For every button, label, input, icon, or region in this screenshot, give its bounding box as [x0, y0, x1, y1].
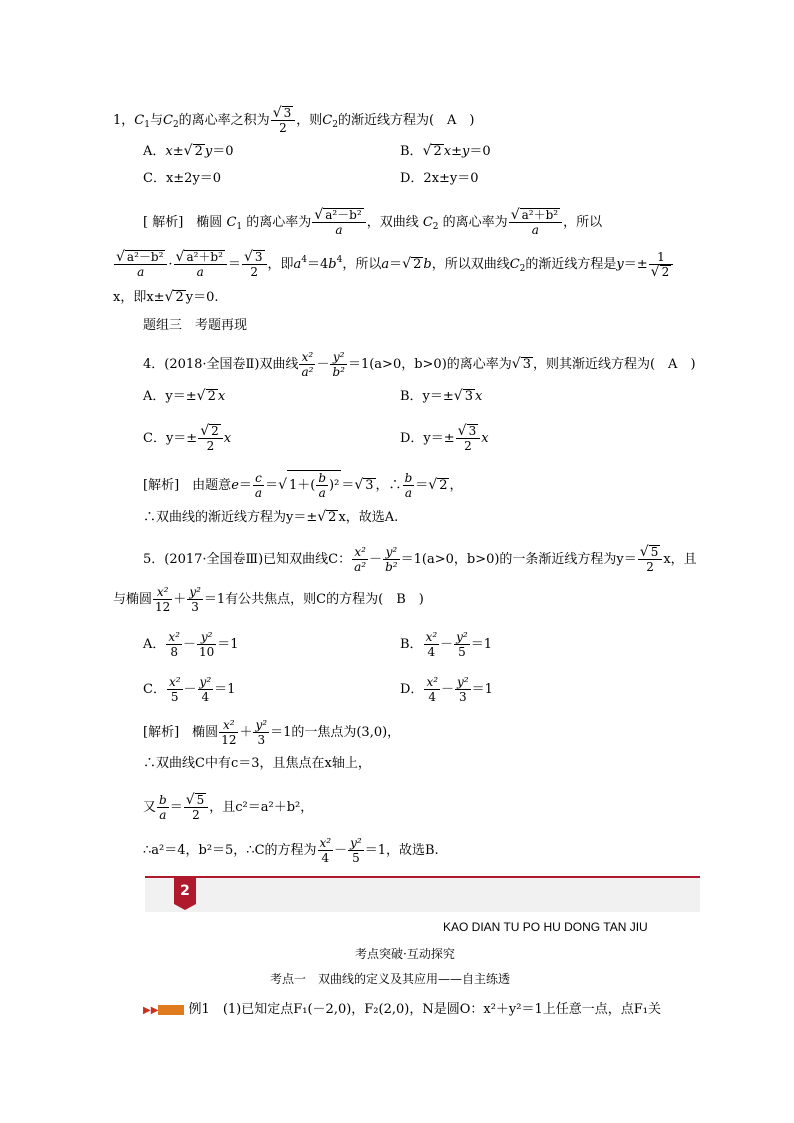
q4-option-d: D．y＝± $\frac{√ 3}{2}$ x	[400, 423, 489, 453]
q5-solution-line4: ∴a²＝4，b²＝5，∴C的方程为 $\frac{\text{x²}}{4}$ － $\frac{\text{y²}}{5}$ ＝1，故选B.	[143, 836, 439, 865]
section-number-badge	[174, 876, 196, 910]
q5-stem-line1: 5．(2017·全国卷Ⅲ)已知双曲线C： $\frac{\text{x²}}{\text{a²}}$ － $\frac{\text{y²}}{\text{b²}}$ ＝1(a>0，b>0)的一条渐近线方程为y＝ $\frac{√ 5}{2}$ x，且	[143, 544, 697, 574]
section-subtitle: 考点一 双曲线的定义及其应用——自主练透	[270, 972, 511, 986]
q1-option-c: C．x±2y＝0	[143, 171, 222, 186]
q4-stem: 4．(2018·全国卷Ⅱ)双曲线 $\frac{\text{x²}}{\text{a²}}$ － $\frac{\text{y²}}{\text{b²}}$ ＝1(a>0，b>0)的离心率为√ 3 ，则其渐近线方程为( A )	[143, 350, 696, 379]
q5-stem-line2: 与椭圆 $\frac{\text{x²}}{12}$ ＋ $\frac{\text{y²}}{3}$ ＝1有公共焦点，则C的方程为( B )	[113, 585, 424, 614]
q1-solution-line1: [ 解析] 椭圆 $C_1$ 的离心率为 $\frac{\text{√ a²－b²}}{a}$ ，双曲线 $C_2$ 的离心率为 $\frac{\text{√ a²＋b²}}{a}$ ，所以	[143, 207, 603, 237]
q5-solution-line3: 又 $\frac{b}{a}$ ＝ $\frac{√ 5}{2}$ ，且c²＝a²＋b²，	[143, 792, 314, 822]
example-1	[143, 1001, 661, 1020]
section-title: 考点突破·互动探究	[355, 947, 455, 961]
q4-solution-line2: ∴双曲线的渐近线方程为y＝±√ 2 x，故选A.	[143, 509, 399, 525]
example-text: (1)已知定点F₁(－2,0)，F₂(2,0)，N是圆O：x²＋y²＝1上任意一点，点F₁关	[222, 1002, 661, 1017]
q5-option-a: A． $\frac{\text{x²}}{8}$ － $\frac{\text{y²}}{10}$ ＝1	[143, 630, 239, 659]
q1-solution-line2: $\frac{\text{√ a²－b²}}{a}$ · $\frac{\text{√ a²＋b²}}{a}$ ＝ $\frac{√ 3}{2}$ ，即$a^4=4b^4$，所以a＝√ 2 b，所以双曲线$C_2$的渐近线方程是y＝± $\frac{1}{√ 2}$	[113, 250, 674, 279]
group-three-heading: 题组三 考题再现	[143, 318, 248, 333]
q5-option-c: C． $\frac{\text{x²}}{5}$ － $\frac{\text{y²}}{4}$ ＝1	[143, 675, 236, 704]
double-arrow-icon: ▶▶	[143, 1005, 159, 1016]
q1-option-d: D．2x±y＝0	[400, 171, 479, 186]
q4-option-c: C．y＝± $\frac{√ 2}{2}$ x	[143, 423, 232, 453]
q5-option-d: D． $\frac{\text{x²}}{4}$ － $\frac{\text{y²}}{3}$ ＝1	[400, 675, 493, 704]
q4-option-a: A．y＝±√ 2 x	[143, 388, 226, 404]
q5-solution-line1: [解析] 椭圆 $\frac{\text{x²}}{12}$ ＋ $\frac{\text{y²}}{3}$ ＝1的一焦点为(3,0)，	[143, 718, 401, 747]
q5-solution-line2: ∴双曲线C中有c＝3，且焦点在x轴上，	[143, 756, 371, 771]
q1-option-a: A．x±√ 2 y＝0	[143, 143, 234, 159]
section-divider	[145, 876, 700, 878]
section-badge-number: 2	[180, 883, 190, 899]
section-band	[145, 878, 700, 912]
example-label: 例1	[188, 1002, 210, 1017]
q5-option-b: B． $\frac{\text{x²}}{4}$ － $\frac{\text{y²}}{5}$ ＝1	[400, 630, 493, 659]
q1-stem: 1，$C_1$与$C_2$的离心率之积为 $\frac{√ 3}{2}$ ，则$C_2$的渐近线方程为( A )	[113, 105, 475, 135]
example-tag-box	[158, 1005, 184, 1015]
q1-solution-line3: x，即x±√ 2 y＝0.	[113, 289, 219, 305]
q4-option-b: B．y＝±√ 3 x	[400, 388, 483, 404]
section-pinyin: KAO DIAN TU PO HU DONG TAN JIU	[443, 920, 648, 934]
q4-solution-line1: [解析] 由题意e＝ $\frac{c}{a}$ ＝√ 1＋( $\frac{b}{a}$ )² ＝√ 3 ，∴ $\frac{b}{a}$ ＝√ 2 ，	[143, 471, 463, 500]
q1-option-b: B．√ 2 x±y＝0	[400, 143, 491, 159]
